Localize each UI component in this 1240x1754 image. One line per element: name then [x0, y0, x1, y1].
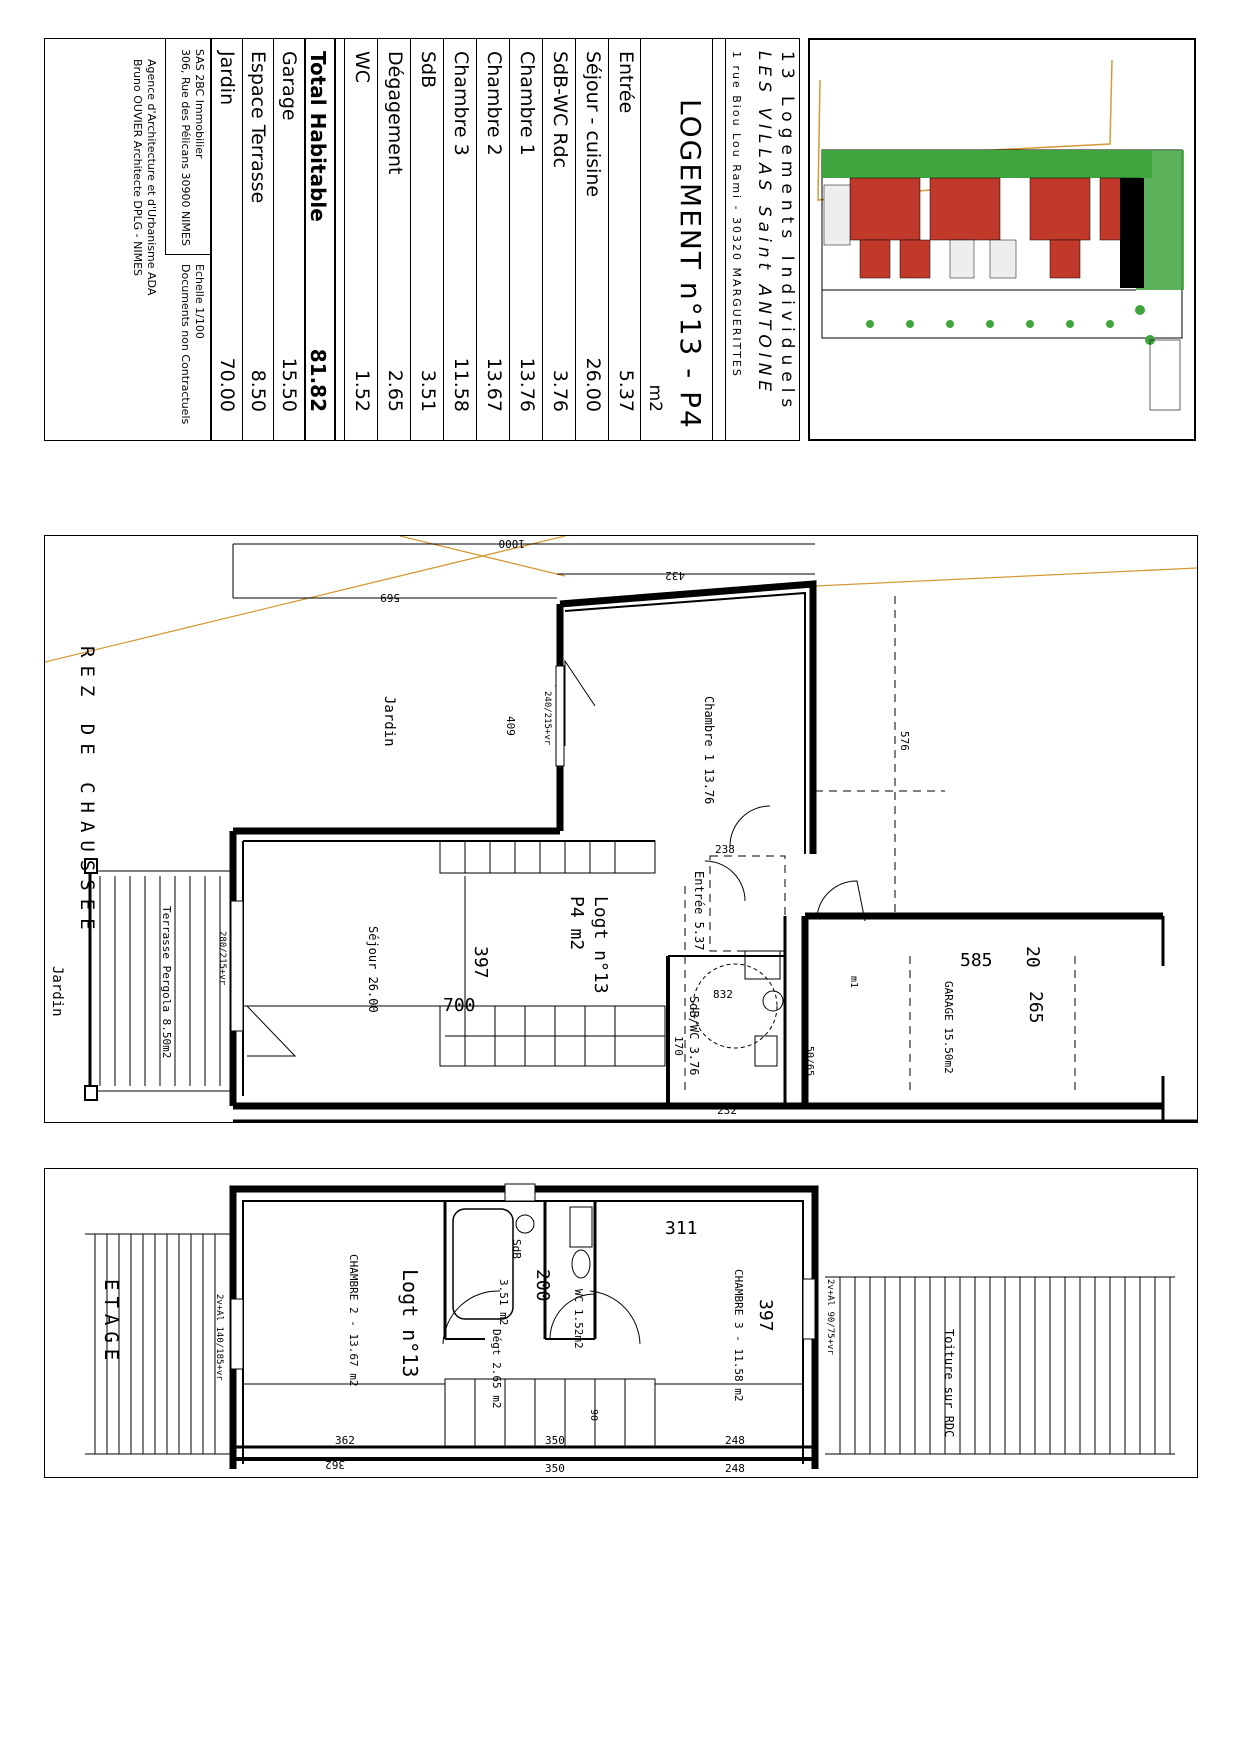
- architect-line2: Bruno OUVIER Architecte DPLG - NIMES: [131, 59, 144, 277]
- dim-409: 409: [504, 716, 517, 736]
- footer: [44, 39, 211, 441]
- sdb-label: SdB: [510, 1239, 523, 1259]
- dim-50-65: 50/65: [804, 1046, 815, 1077]
- area-row: [443, 39, 476, 441]
- wc-label: WC 1.52m2: [572, 1289, 585, 1349]
- project-header: [747, 39, 800, 441]
- area-label: Chambre 3: [450, 51, 472, 156]
- dim-397: 397: [470, 946, 491, 979]
- annex-label: Garage: [278, 51, 300, 121]
- logt-label: Logt n°13: [590, 896, 611, 994]
- project-line1: 13 Logements Individuels: [777, 51, 797, 414]
- area-label: SdB: [417, 51, 439, 89]
- area-row: [410, 39, 443, 441]
- disclaimer: Documents non Contractuels: [179, 264, 192, 425]
- dim-569: 569: [380, 591, 400, 604]
- chambre3-label: CHAMBRE 3 - 11.58 m2: [732, 1269, 745, 1402]
- area-row: [344, 39, 377, 441]
- area-label: Chambre 1: [516, 51, 538, 156]
- total-row: [304, 39, 336, 441]
- upper-floor-plan: [44, 1168, 1198, 1478]
- window-left-label: 2v+Al 140/185+vr: [214, 1294, 224, 1381]
- area-row: [476, 39, 509, 441]
- ground-floor-drawing: [45, 536, 1197, 1122]
- toiture-label: Toiture sur RDC: [942, 1329, 956, 1438]
- annex-row: [211, 39, 242, 441]
- area-label: WC: [351, 51, 373, 84]
- dim-200: 200: [532, 1269, 553, 1302]
- degt-label: Dégt 2.65 m2: [490, 1329, 503, 1409]
- unit-label: m2: [645, 384, 665, 412]
- dim-170: 170: [672, 1036, 685, 1056]
- window-right-label: 2v+Al 90/75+vr: [825, 1279, 835, 1355]
- dim-700: 700: [443, 995, 476, 1016]
- area-label: Dégagement: [384, 51, 406, 175]
- garage-label: GARAGE 15.50m2: [942, 981, 955, 1074]
- annex-value: 8.50: [247, 369, 269, 412]
- area-value: 1.52: [351, 369, 373, 412]
- sdb-area-label: 3.51 m2: [497, 1279, 510, 1326]
- dim-350: 350: [545, 1434, 565, 1447]
- total-value: 81.82: [306, 348, 330, 412]
- jardin-bottom-label: Jardin: [49, 966, 65, 1017]
- area-value: 11.58: [450, 357, 472, 412]
- client-line2: 306, Rue des Pélicans 30900 NIMES: [179, 49, 192, 246]
- dim-576: 576: [898, 731, 911, 751]
- area-value: 26.00: [582, 357, 604, 412]
- area-value: 3.51: [417, 369, 439, 412]
- annex-row: [273, 39, 304, 441]
- area-row: [509, 39, 542, 441]
- dim-350b: 350: [545, 1462, 565, 1475]
- terrasse-label: Terrasse Pergola 8.50m2: [160, 906, 173, 1059]
- upper-floor-drawing: [45, 1169, 1197, 1477]
- area-value: 5.37: [615, 369, 637, 412]
- annex-row: [242, 39, 273, 441]
- area-label: Séjour - cuisine: [582, 51, 604, 198]
- architect-line1: Agence d'Architecture et d'Urbanisme ADA: [145, 59, 158, 296]
- chambre1-label: Chambre 1 13.76: [702, 696, 716, 805]
- dim-432: 432: [665, 569, 685, 582]
- level-title-etage: ETAGE: [100, 1279, 122, 1367]
- area-value: 2.65: [384, 369, 406, 412]
- dim-238: 238: [715, 843, 735, 856]
- area-row: [575, 39, 608, 441]
- dim-832: 832: [713, 988, 733, 1001]
- logt-type-label: P4 m2: [566, 896, 587, 951]
- window-240-label: 240/215+vr: [542, 691, 552, 746]
- chambre2-label: CHAMBRE 2 - 13.67 m2: [347, 1254, 360, 1387]
- sejour-label: Séjour 26.00: [366, 926, 380, 1013]
- address-row: [725, 39, 747, 441]
- annex-value: 70.00: [216, 357, 238, 412]
- area-value: 13.76: [516, 357, 538, 412]
- area-label: Entrée: [615, 51, 637, 114]
- project-line2: LES VILLAS Saint ANTOINE: [754, 51, 774, 397]
- annex-value: 15.50: [278, 357, 300, 412]
- dim-248b: 248: [725, 1462, 745, 1475]
- dim-362b: 362: [325, 1458, 345, 1471]
- area-row: [542, 39, 575, 441]
- ground-floor-plan: [44, 535, 1198, 1123]
- dim-585: 585: [960, 950, 993, 971]
- page-title: LOGEMENT n°13 - P4: [674, 99, 707, 430]
- area-row: [377, 39, 410, 441]
- area-row: [608, 39, 641, 441]
- area-label: SdB-WC Rdc: [549, 51, 571, 169]
- client-line1: SAS 2BC Immobilier: [193, 49, 206, 159]
- site-plan-drawing: [810, 40, 1194, 439]
- dim-248: 248: [725, 1434, 745, 1447]
- dim-232: 232: [717, 1104, 737, 1117]
- dim-362: 362: [335, 1434, 355, 1447]
- scale-label: Echelle 1/100: [193, 264, 206, 339]
- annex-label: Jardin: [216, 51, 238, 106]
- entree-label: Entrée 5.37: [692, 871, 706, 951]
- dim-311: 311: [665, 1218, 698, 1239]
- area-value: 13.67: [483, 357, 505, 412]
- dim-265: 265: [1025, 991, 1046, 1024]
- area-label: Chambre 2: [483, 51, 505, 156]
- address: 1 rue Biou Lou Rami - 30320 MARGUERITTES: [730, 51, 743, 378]
- area-value: 3.76: [549, 369, 571, 412]
- dim-90: 90: [588, 1409, 599, 1422]
- level-title-rdc: REZ DE CHAUSSEE: [76, 646, 98, 938]
- total-label: Total Habitable: [306, 51, 330, 222]
- site-plan: [808, 38, 1196, 441]
- window-280-label: 280/215+vr: [217, 931, 227, 986]
- sdb-wc-label: SdB/WC 3.76: [687, 996, 701, 1076]
- dim-20: 20: [1022, 946, 1043, 968]
- dim-m1: m1: [848, 976, 859, 989]
- dim-1000: 1000: [498, 537, 525, 550]
- jardin-top-label: Jardin: [381, 696, 397, 747]
- area-schedule: [44, 38, 800, 441]
- dim-397-upper: 397: [755, 1299, 776, 1332]
- annex-label: Espace Terrasse: [247, 51, 269, 204]
- upper-logt-label: Logt n°13: [398, 1269, 422, 1378]
